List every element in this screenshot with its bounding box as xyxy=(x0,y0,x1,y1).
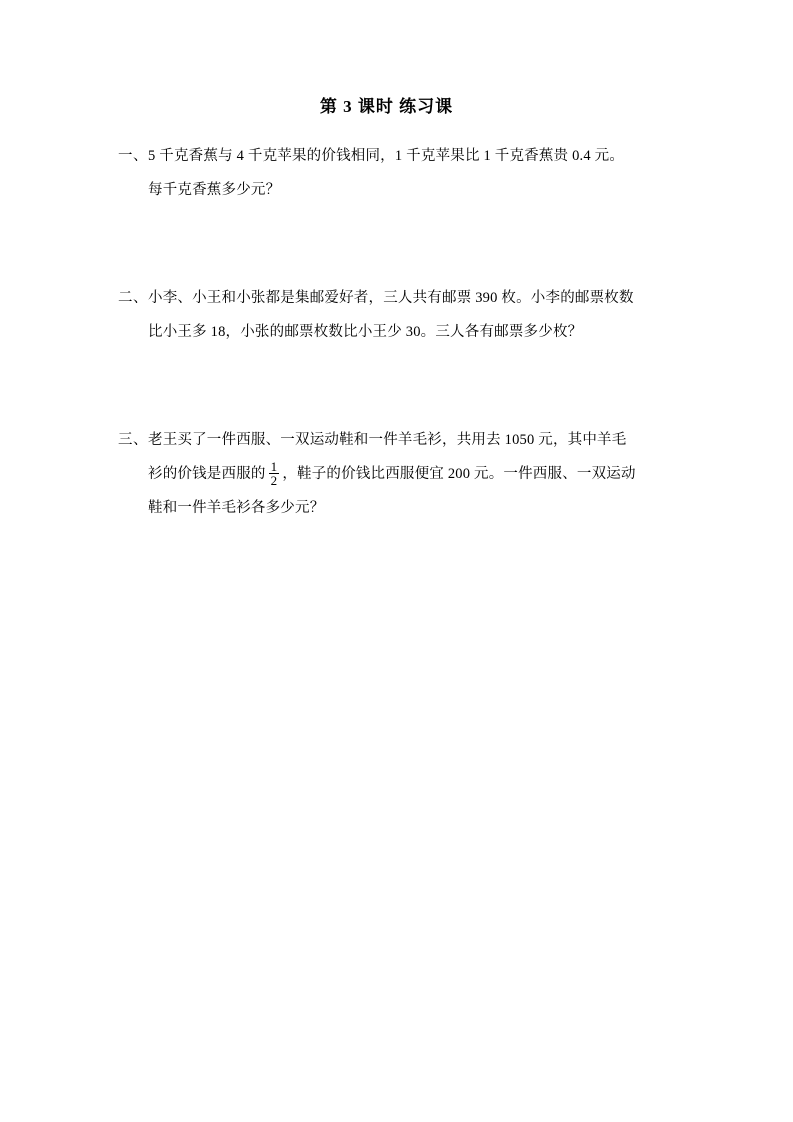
problem-line-2: 比小王多 18，小张的邮票枚数比小王少 30。三人各有邮票多少枚？ xyxy=(148,324,583,340)
problem-marker: 一、 xyxy=(118,148,148,164)
problem-text xyxy=(148,423,683,525)
problem-line-1: 5 千克香蕉与 4 千克苹果的价钱相同，1 千克苹果比 1 千克香蕉贵 0.4 元。 xyxy=(148,148,625,164)
fraction-denominator: 2 xyxy=(270,473,278,489)
problem-marker: 二、 xyxy=(118,290,148,306)
problem-item-1 xyxy=(118,139,683,207)
page-title: 第 3 课时 练习课 xyxy=(319,97,454,116)
problem-marker: 三、 xyxy=(118,432,148,448)
problem-text xyxy=(148,281,683,349)
problem-list xyxy=(0,139,793,525)
fraction-one-half xyxy=(269,460,280,488)
problem-item-3 xyxy=(118,423,683,525)
answer-space-2 xyxy=(118,389,683,423)
problem-line-2-before: 衫的价钱是西服的 xyxy=(148,466,266,482)
problem-item-2 xyxy=(118,281,683,349)
answer-space-1 xyxy=(118,247,683,281)
problem-line-2-after: ，鞋子的价钱比西服便宜 200 元。一件西服、一双运动 xyxy=(282,466,636,482)
fraction-numerator: 1 xyxy=(270,458,278,474)
problem-line-3: 鞋和一件羊毛衫各多少元？ xyxy=(148,500,325,516)
problem-line-1: 老王买了一件西服、一双运动鞋和一件羊毛衫，共用去 1050 元，其中羊毛 xyxy=(148,432,627,448)
problem-line-2 xyxy=(148,457,683,491)
problem-text xyxy=(148,139,683,207)
problem-line-2: 每千克香蕉多少元？ xyxy=(148,182,281,198)
problem-line-1: 小李、小王和小张都是集邮爱好者，三人共有邮票 390 枚。小李的邮票枚数 xyxy=(148,290,634,306)
